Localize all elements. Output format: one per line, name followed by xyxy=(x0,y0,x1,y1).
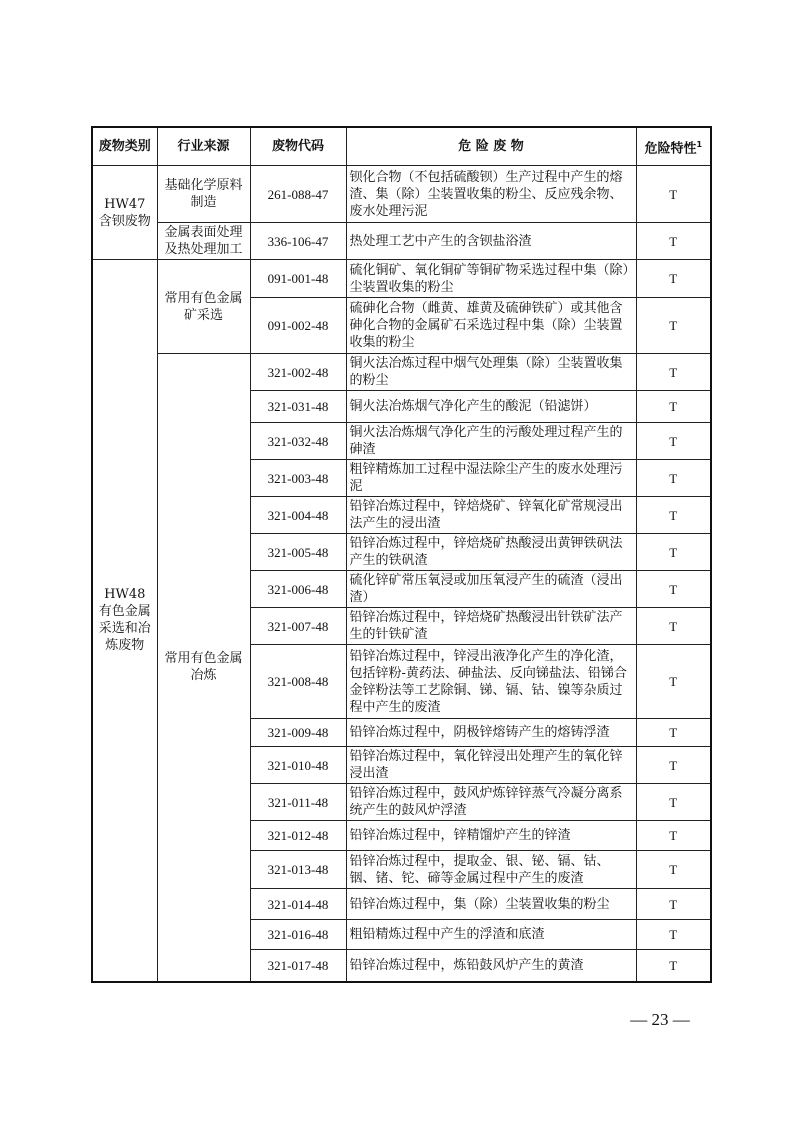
waste-desc-cell: 铅锌冶炼过程中，阴极锌熔铸产生的熔铸浮渣 xyxy=(346,719,636,747)
characteristic-cell: T xyxy=(636,497,711,534)
code-cell: 321-013-48 xyxy=(250,851,346,889)
characteristic-cell: T xyxy=(636,851,711,889)
header-waste: 危 险 废 物 xyxy=(346,127,636,166)
code-cell: 336-106-47 xyxy=(250,223,346,260)
waste-desc-cell: 粗锌精炼加工过程中湿法除尘产生的废水处理污泥 xyxy=(346,460,636,497)
header-characteristic xyxy=(636,127,711,166)
code-cell: 321-031-48 xyxy=(250,391,346,423)
header-industry: 行业来源 xyxy=(157,127,250,166)
waste-desc-cell: 铜火法冶炼过程中烟气处理集（除）尘装置收集的粉尘 xyxy=(346,354,636,391)
waste-desc-cell: 铅锌冶炼过程中，集（除）尘装置收集的粉尘 xyxy=(346,889,636,920)
characteristic-cell: T xyxy=(636,719,711,747)
header-code: 废物代码 xyxy=(250,127,346,166)
code-cell: 321-009-48 xyxy=(250,719,346,747)
category-cell-hw48: HW48 有色金属 采选和冶 炼废物 xyxy=(92,260,157,982)
characteristic-cell: T xyxy=(636,747,711,784)
code-cell: 321-004-48 xyxy=(250,497,346,534)
characteristic-cell: T xyxy=(636,460,711,497)
characteristic-cell: T xyxy=(636,571,711,608)
code-cell: 321-014-48 xyxy=(250,889,346,920)
header-characteristic-label: 危险特性 xyxy=(644,141,697,157)
hazardous-waste-table xyxy=(91,126,712,983)
characteristic-cell: T xyxy=(636,166,711,223)
code-cell: 321-032-48 xyxy=(250,423,346,460)
code-cell: 321-005-48 xyxy=(250,534,346,571)
waste-desc-cell: 铅锌冶炼过程中，锌焙烧矿、锌氧化矿常规浸出法产生的浸出渣 xyxy=(346,497,636,534)
industry-cell-metal-surface: 金属表面处理 及热处理加工 xyxy=(157,223,250,260)
waste-desc-cell: 热处理工艺中产生的含钡盐浴渣 xyxy=(346,223,636,260)
characteristic-cell: T xyxy=(636,298,711,354)
industry-cell-basic-chem: 基础化学原料 制造 xyxy=(157,166,250,223)
characteristic-cell: T xyxy=(636,260,711,298)
waste-desc-cell: 铅锌冶炼过程中，提取金、银、铋、镉、钴、铟、锗、铊、碲等金属过程中产生的废渣 xyxy=(346,851,636,889)
code-cell: 321-017-48 xyxy=(250,950,346,982)
characteristic-cell: T xyxy=(636,534,711,571)
table-row xyxy=(92,223,711,260)
waste-desc-cell: 硫砷化合物（雌黄、雄黄及硫砷铁矿）或其他含砷化合物的金属矿石采选过程中集（除）尘装置收集的粉尘 xyxy=(346,298,636,354)
code-cell: 321-010-48 xyxy=(250,747,346,784)
waste-desc-cell: 钡化合物（不包括硫酸钡）生产过程中产生的熔渣、集（除）尘装置收集的粉尘、反应残余物、废水处理污泥 xyxy=(346,166,636,223)
code-cell: 321-011-48 xyxy=(250,784,346,821)
characteristic-cell: T xyxy=(636,784,711,821)
industry-cell-nonferrous-smelting: 常用有色金属 冶炼 xyxy=(157,354,250,982)
waste-desc-cell: 硫化铜矿、氧化铜矿等铜矿物采选过程中集（除）尘装置收集的粉尘 xyxy=(346,260,636,298)
characteristic-cell: T xyxy=(636,645,711,719)
code-cell: 321-008-48 xyxy=(250,645,346,719)
category-cell-hw47: HW47 含钡废物 xyxy=(92,166,157,260)
code-cell: 091-001-48 xyxy=(250,260,346,298)
header-note-mark: 1 xyxy=(696,139,703,149)
waste-desc-cell: 铅锌冶炼过程中，炼铅鼓风炉产生的黄渣 xyxy=(346,950,636,982)
code-cell: 091-002-48 xyxy=(250,298,346,354)
characteristic-cell: T xyxy=(636,391,711,423)
code-cell: 321-006-48 xyxy=(250,571,346,608)
waste-desc-cell: 铜火法冶炼烟气净化产生的污酸处理过程产生的砷渣 xyxy=(346,423,636,460)
characteristic-cell: T xyxy=(636,423,711,460)
table-row xyxy=(92,354,711,391)
table-row xyxy=(92,166,711,223)
characteristic-cell: T xyxy=(636,950,711,982)
waste-desc-cell: 铜火法冶炼烟气净化产生的酸泥（铅滤饼） xyxy=(346,391,636,423)
waste-desc-cell: 铅锌冶炼过程中，锌焙烧矿热酸浸出针铁矿法产生的针铁矿渣 xyxy=(346,608,636,645)
code-cell: 261-088-47 xyxy=(250,166,346,223)
waste-desc-cell: 粗铅精炼过程中产生的浮渣和底渣 xyxy=(346,920,636,950)
characteristic-cell: T xyxy=(636,223,711,260)
table-row xyxy=(92,260,711,298)
page-number: — 23 — xyxy=(630,1010,690,1029)
code-cell: 321-012-48 xyxy=(250,821,346,851)
header-category: 废物类别 xyxy=(92,127,157,166)
waste-desc-cell: 铅锌冶炼过程中，锌浸出液净化产生的净化渣，包括锌粉-黄药法、砷盐法、反向锑盐法、铅锑合金锌粉法等工艺除铜、锑、镉、钴、镍等杂质过程中产生的废渣 xyxy=(346,645,636,719)
waste-desc-cell: 铅锌冶炼过程中，鼓风炉炼锌锌蒸气冷凝分离系统产生的鼓风炉浮渣 xyxy=(346,784,636,821)
waste-desc-cell: 铅锌冶炼过程中，锌焙烧矿热酸浸出黄钾铁矾法产生的铁矾渣 xyxy=(346,534,636,571)
waste-desc-cell: 铅锌冶炼过程中，锌精馏炉产生的锌渣 xyxy=(346,821,636,851)
table-header-row xyxy=(92,127,711,166)
code-cell: 321-016-48 xyxy=(250,920,346,950)
industry-cell-nonferrous-mining: 常用有色金属 矿采选 xyxy=(157,260,250,354)
code-cell: 321-007-48 xyxy=(250,608,346,645)
characteristic-cell: T xyxy=(636,889,711,920)
characteristic-cell: T xyxy=(636,354,711,391)
waste-desc-cell: 铅锌冶炼过程中，氧化锌浸出处理产生的氧化锌浸出渣 xyxy=(346,747,636,784)
characteristic-cell: T xyxy=(636,920,711,950)
waste-desc-cell: 硫化锌矿常压氧浸或加压氧浸产生的硫渣（浸出渣） xyxy=(346,571,636,608)
characteristic-cell: T xyxy=(636,608,711,645)
code-cell: 321-003-48 xyxy=(250,460,346,497)
code-cell: 321-002-48 xyxy=(250,354,346,391)
characteristic-cell: T xyxy=(636,821,711,851)
